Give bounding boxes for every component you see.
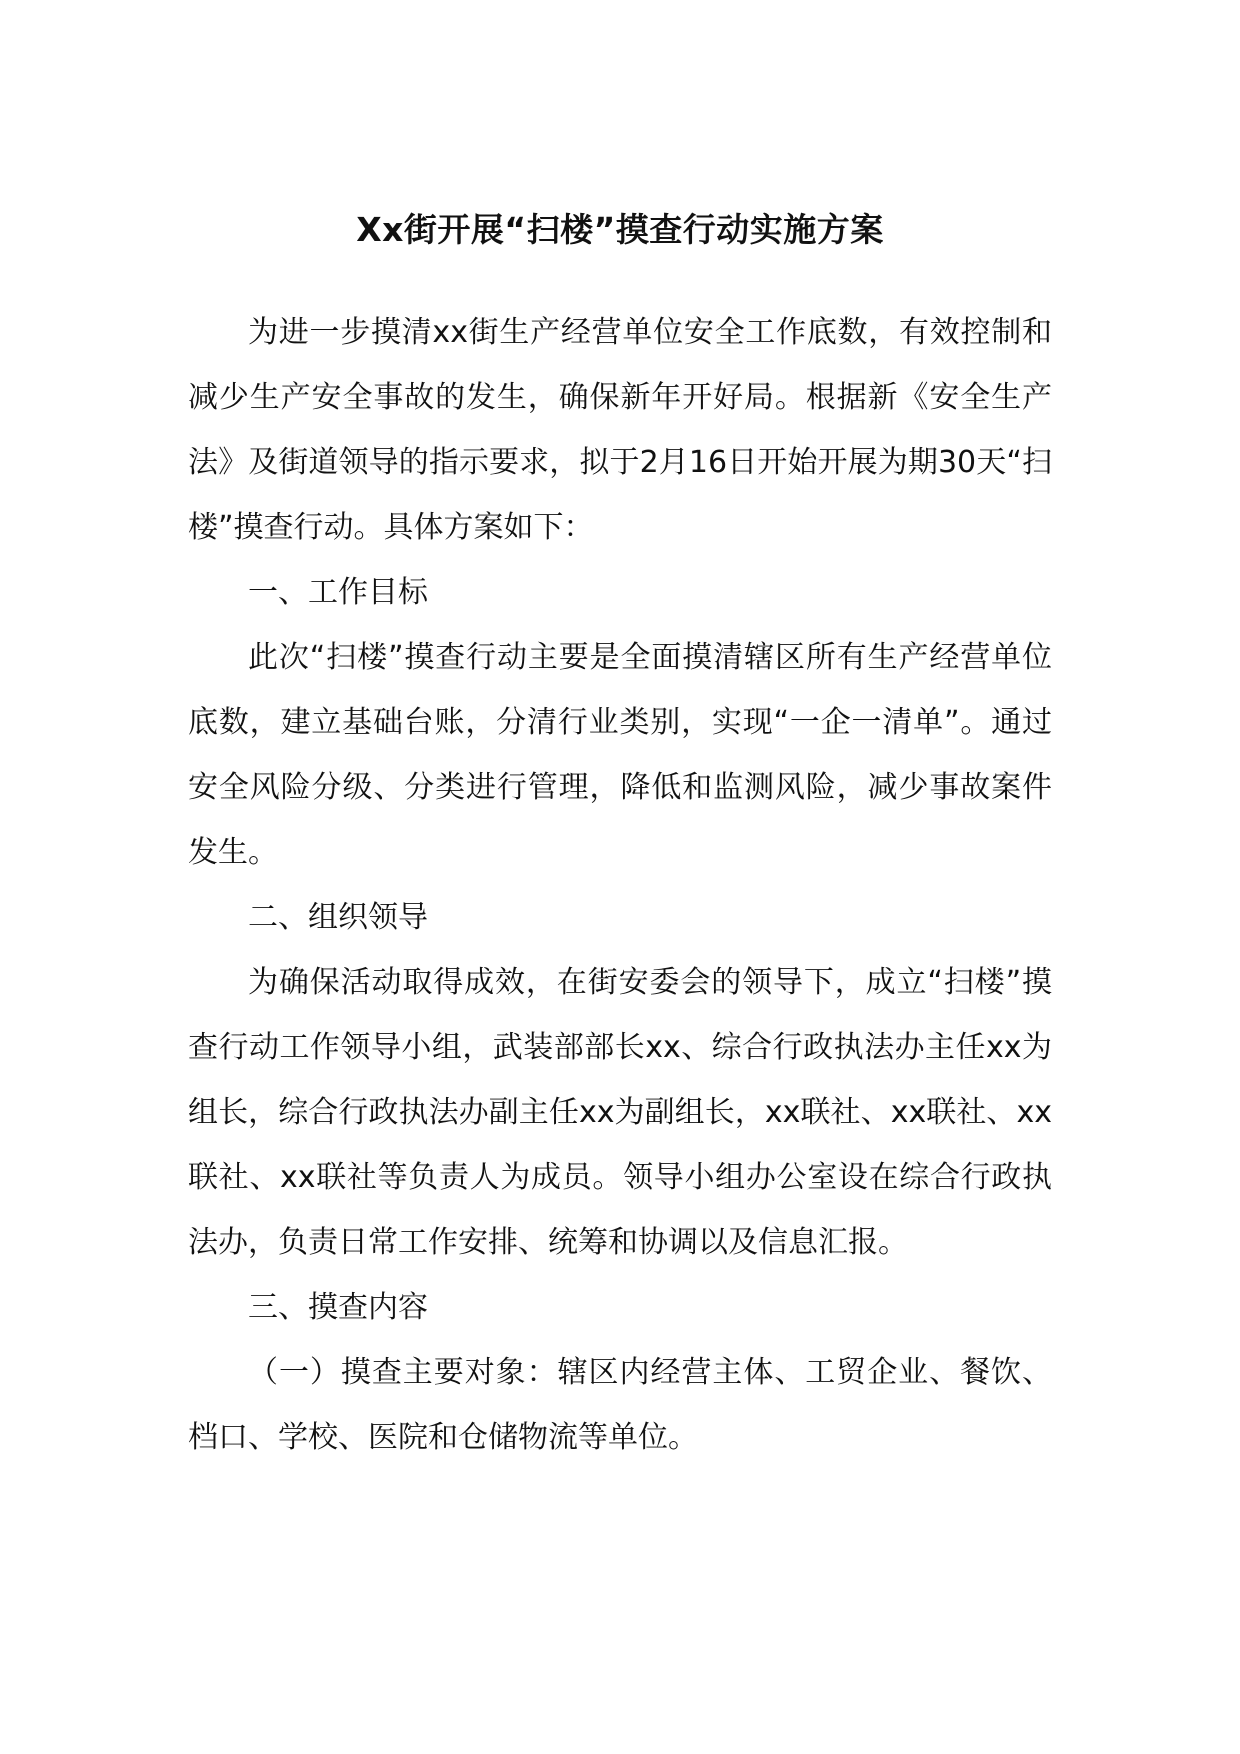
paragraph-intro: 为进一步摸清xx街生产经营单位安全工作底数，有效控制和减少生产安全事故的发生，确保新年开好局。根据新《安全生产法》及街道领导的指示要求，拟于2月16日开始开展为期30天“扫楼”摸查行动。具体方案如下： [188,315,1052,545]
heading-work-goals: 一、工作目标 [248,575,428,610]
paragraph-organization: 为确保活动取得成效，在街安委会的领导下，成立“扫楼”摸查行动工作领导小组，武装部部长xx、综合行政执法办主任xx为组长，综合行政执法办副主任xx为副组长，xx联社、xx联社、xx联社、xx联社等负责人为成员。领导小组办公室设在综合行政执法办，负责日常工作安排、统筹和协调以及信息汇报。 [188,965,1052,1260]
heading-inspection-content: 三、摸查内容 [248,1290,428,1325]
paragraph-work-goals: 此次“扫楼”摸查行动主要是全面摸清辖区所有生产经营单位底数，建立基础台账，分清行业类别，实现“一企一清单”。通过安全风险分级、分类进行管理，降低和监测风险，减少事故案件发生。 [188,640,1052,870]
document-title: Xx街开展“扫楼”摸查行动实施方案 [356,210,884,249]
document-body [188,300,1052,1470]
heading-organization: 二、组织领导 [248,900,428,935]
paragraph-inspection-targets: （一）摸查主要对象：辖区内经营主体、工贸企业、餐饮、档口、学校、医院和仓储物流等单位。 [188,1355,1052,1455]
